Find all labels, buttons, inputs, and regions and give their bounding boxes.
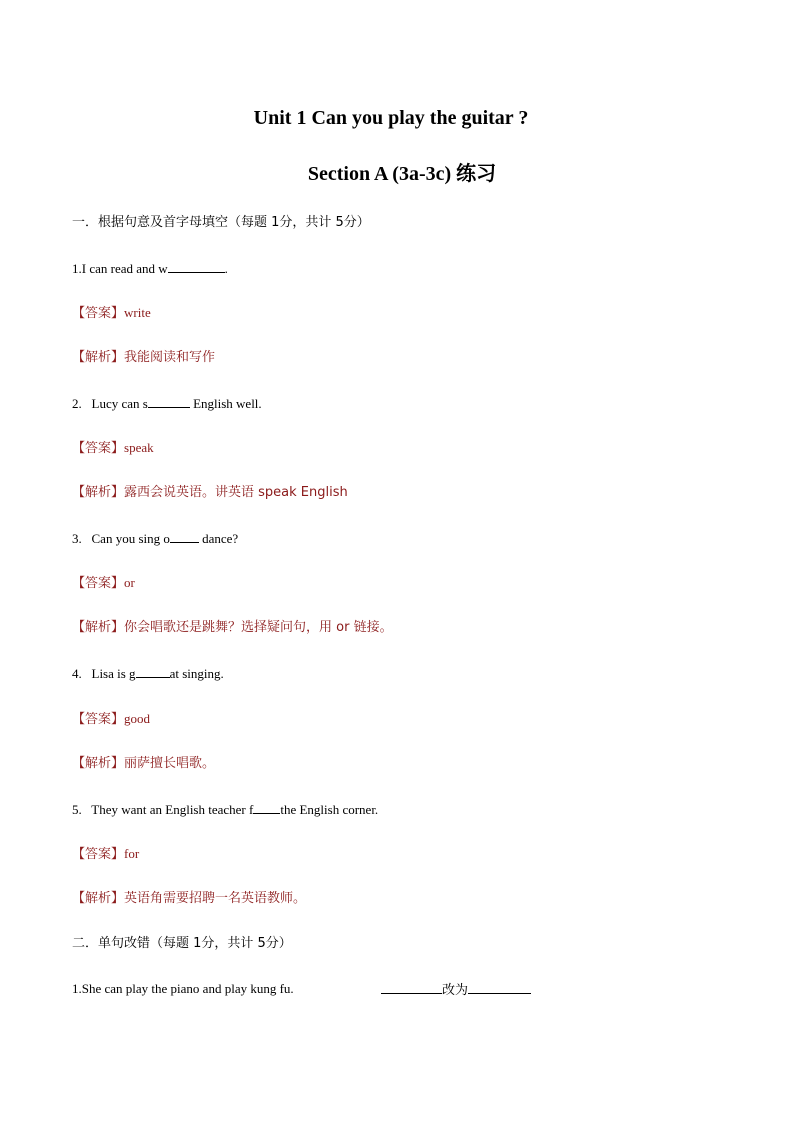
answer-value: write	[124, 305, 151, 320]
question-text: She can play the piano and play kung fu.	[81, 981, 294, 996]
answer-4	[72, 710, 150, 729]
question-number: 3.	[72, 531, 92, 546]
answer-tag: 【答案】	[72, 441, 125, 456]
answer-tag: 【答案】	[72, 576, 125, 591]
question-3	[72, 529, 238, 548]
analysis-text: 丽萨擅长唱歌。	[124, 756, 216, 771]
analysis-text: 露西会说英语。讲英语 speak English	[124, 485, 348, 500]
answer-1	[72, 304, 151, 323]
question-text-after: the English corner.	[280, 802, 379, 817]
question-number: 5.	[72, 802, 92, 817]
analysis-1	[72, 349, 215, 367]
fill-in-blank	[170, 529, 199, 543]
question-number: 2.	[72, 396, 92, 411]
question-text-before: Can you sing o	[91, 531, 170, 546]
analysis-tag: 【解析】	[72, 891, 125, 906]
question-4	[72, 664, 224, 683]
analysis-5	[72, 890, 306, 908]
question-text-before: Lucy can s	[91, 396, 148, 411]
analysis-2	[72, 484, 348, 502]
analysis-4	[72, 755, 215, 773]
page-title: Unit 1 Can you play the guitar ?	[253, 107, 529, 129]
question-text-after: .	[224, 261, 228, 276]
analysis-tag: 【解析】	[72, 756, 125, 771]
fill-in-blank	[136, 664, 170, 678]
change-to-label: 改为	[442, 983, 469, 998]
wrong-word-blank	[381, 980, 442, 994]
answer-tag: 【答案】	[72, 712, 125, 727]
correction-question-1	[72, 980, 294, 998]
question-5	[72, 800, 378, 819]
section-2-heading: 二．单句改错（每题 1分，共计 5分）	[72, 936, 292, 951]
question-2	[72, 394, 262, 413]
page-subtitle: Section A (3a-3c) 练习	[307, 163, 497, 185]
answer-tag: 【答案】	[72, 306, 125, 321]
analysis-tag: 【解析】	[72, 620, 125, 635]
question-text-after: at singing.	[169, 666, 224, 681]
question-text-after: dance?	[198, 531, 239, 546]
question-text-after: English well.	[189, 396, 262, 411]
fill-in-blank	[253, 800, 280, 814]
question-number: 1.	[72, 261, 82, 276]
question-1	[72, 259, 228, 278]
answer-3	[72, 574, 135, 593]
answer-value: good	[124, 711, 151, 726]
answer-value: or	[124, 575, 135, 590]
question-text-before: They want an English teacher f	[91, 802, 254, 817]
answer-value: speak	[124, 440, 154, 455]
question-text-before: Lisa is g	[91, 666, 136, 681]
analysis-tag: 【解析】	[72, 485, 125, 500]
fill-in-blank	[148, 394, 190, 408]
analysis-text: 我能阅读和写作	[124, 350, 216, 365]
analysis-tag: 【解析】	[72, 350, 125, 365]
question-number: 4.	[72, 666, 92, 681]
analysis-text: 你会唱歌还是跳舞？选择疑问句，用 or 链接。	[124, 620, 393, 635]
question-text-before: I can read and w	[81, 261, 168, 276]
answer-value: for	[124, 846, 140, 861]
analysis-3	[72, 619, 393, 637]
question-number: 1.	[72, 981, 82, 996]
correction-answer-area	[381, 980, 531, 1000]
answer-2	[72, 439, 154, 458]
answer-5	[72, 845, 139, 864]
analysis-text: 英语角需要招聘一名英语教师。	[124, 891, 307, 906]
section-1-heading: 一．根据句意及首字母填空（每题 1分，共计 5分）	[72, 215, 370, 230]
fill-in-blank	[168, 259, 225, 273]
corrected-word-blank	[468, 980, 531, 994]
answer-tag: 【答案】	[72, 847, 125, 862]
